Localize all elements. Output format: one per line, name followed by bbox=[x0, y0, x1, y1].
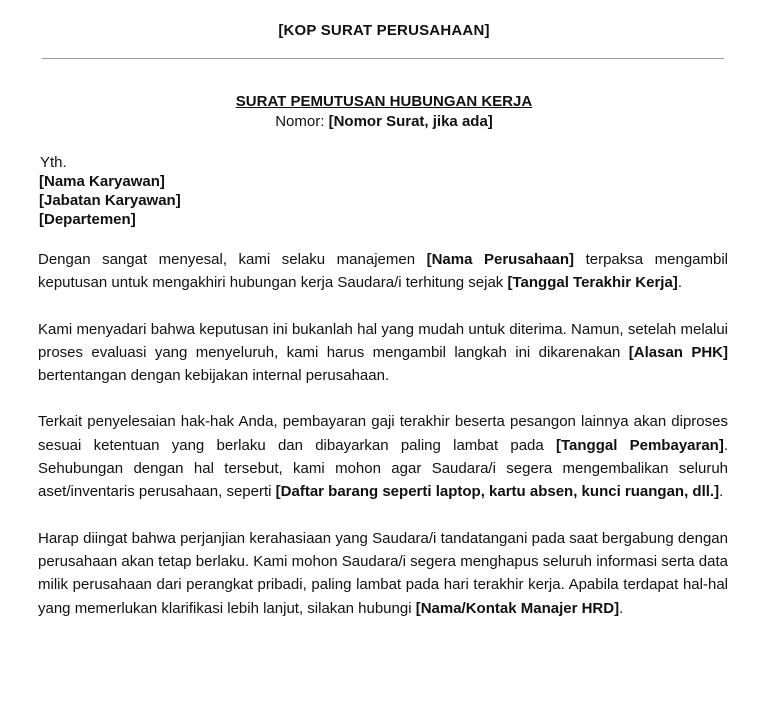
placeholder-termination-reason: [Alasan PHK] bbox=[628, 343, 728, 361]
paragraph-text: Kami menyadari bahwa keputusan ini bukanlah hal yang mudah untuk diterima. Namun, setelah melalui proses evaluasi yang menyeluruh, kami harus mengambil langkah ini dikarenakan bbox=[38, 320, 728, 361]
paragraph-text: bertentangan dengan kebijakan internal perusahaan. bbox=[38, 367, 390, 385]
paragraph-text: . bbox=[619, 599, 624, 617]
header-divider bbox=[42, 58, 724, 59]
company-letterhead: [KOP SURAT PERUSAHAAN] bbox=[278, 22, 490, 39]
paragraph-confidentiality bbox=[38, 527, 728, 620]
paragraph-text: . bbox=[677, 274, 682, 292]
document-number-label: Nomor: bbox=[275, 113, 325, 130]
recipient-department: [Departemen] bbox=[39, 211, 136, 228]
placeholder-last-work-date: [Tanggal Terakhir Kerja] bbox=[507, 274, 678, 292]
recipient-block bbox=[39, 153, 181, 229]
paragraph-text: Dengan sangat menyesal, kami selaku manajemen bbox=[38, 251, 427, 268]
placeholder-asset-list: [Daftar barang seperti laptop, kartu absen, kunci ruangan, dll.] bbox=[275, 483, 720, 501]
placeholder-company-name: [Nama Perusahaan] bbox=[426, 251, 575, 268]
recipient-position: [Jabatan Karyawan] bbox=[39, 192, 181, 209]
placeholder-payment-date: [Tanggal Pembayaran] bbox=[556, 436, 724, 454]
recipient-name: [Nama Karyawan] bbox=[39, 173, 165, 190]
document-number-value: [Nomor Surat, jika ada] bbox=[328, 113, 493, 130]
document-number bbox=[0, 112, 768, 132]
paragraph-text: . Sehubungan dengan hal tersebut, kami mohon agar Saudara/i segera mengembalikan seluruh aset/inventaris perusahaan, seperti bbox=[38, 436, 729, 501]
recipient-salutation: Yth. bbox=[40, 154, 67, 171]
title-block bbox=[0, 92, 768, 132]
paragraph-reason bbox=[38, 318, 728, 388]
document-title: SURAT PEMUTUSAN HUBUNGAN KERJA bbox=[235, 93, 533, 110]
paragraph-text: . bbox=[719, 483, 724, 501]
placeholder-hrd-contact: [Nama/Kontak Manajer HRD] bbox=[415, 599, 620, 617]
paragraph-text: terpaksa mengambil keputusan untuk mengakhiri hubungan kerja Saudara/i terhitung sejak bbox=[38, 251, 729, 292]
letter-body bbox=[38, 248, 728, 643]
paragraph-settlement bbox=[38, 410, 728, 503]
paragraph-text: Harap diingat bahwa perjanjian kerahasiaan yang Saudara/i tandatangani pada saat bergabung dengan perusahaan akan tetap berlaku. Kami mohon Saudara/i segera menghapus seluruh informasi serta data milik perusahaan dari perangkat pribadi, paling lambat pada hari terakhir kerja. Apabila terdapat hal-hal yang memerlukan klarifikasi lebih lanjut, silakan hubungi bbox=[38, 529, 728, 617]
paragraph-termination-notice bbox=[38, 248, 728, 295]
paragraph-text: Terkait penyelesaian hak-hak Anda, pembayaran gaji terakhir beserta pesangon lainnya akan diproses sesuai ketentuan yang berlaku dan dibayarkan paling lambat pada bbox=[38, 413, 728, 454]
